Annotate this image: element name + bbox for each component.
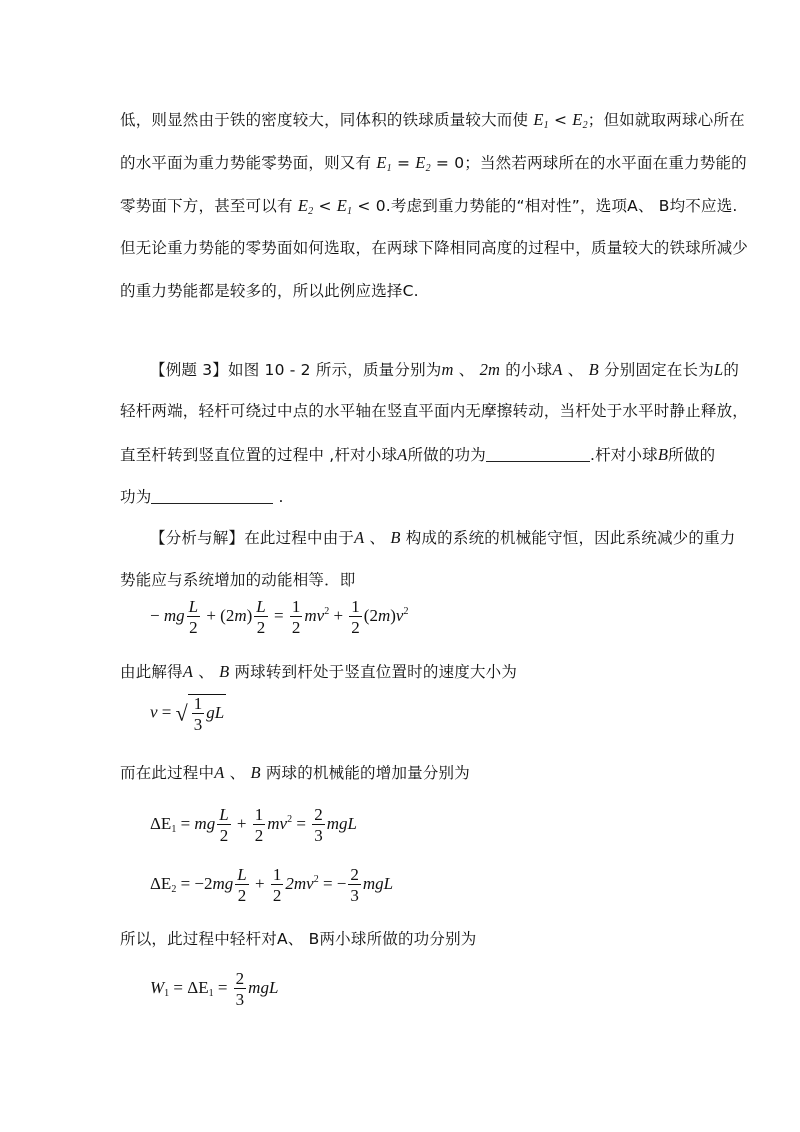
text: 0 bbox=[454, 154, 465, 172]
text: 零势面下方，甚至可以有 bbox=[120, 197, 298, 215]
math-B: B bbox=[250, 763, 261, 782]
paragraph1-line4: 但无论重力势能的零势面如何选取，在两球下降相同高度的过程中，质量较大的铁球所减少 bbox=[120, 239, 749, 257]
math-E1: $E_1$ bbox=[376, 153, 392, 174]
text: 低，则显然由于铁的密度较大，同体积的铁球质量较大而使 bbox=[120, 111, 534, 129]
text: ；但如就取两球心所在 bbox=[587, 111, 745, 129]
analysis-line5: 所以，此过程中轻杆对A、 B两小球所做的功分别为 bbox=[120, 930, 477, 948]
math-B: B bbox=[219, 662, 230, 681]
math-B: B bbox=[390, 528, 401, 547]
text: 的水平面为重力势能零势面，则又有 bbox=[120, 154, 377, 172]
equation-velocity: v = √ $\frac{1}{3}$ gL bbox=[150, 694, 225, 734]
example3-line3: 直至杆转到竖直位置的过程中 ,杆对小球A所做的功为 .杆对小球B所做的 bbox=[120, 445, 716, 464]
paragraph1-line2 bbox=[120, 155, 747, 174]
paragraph1-line3 bbox=[120, 198, 738, 217]
equation-delta-E2: $\Delta E_2 = -2mg$ $\frac{L}{2}$ + $\frac{1}{2}$ $2mv^2$ = − $\frac{2}{3}$ mgL bbox=[150, 865, 394, 905]
analysis-line1: 【分析与解】在此过程中由于A 、 B 构成的系统的机械能守恒，因此系统减少的重力 bbox=[150, 528, 736, 547]
example3-line1: 【例题 3】如图 10 - 2 所示，质量分别为m 、 2m 的小球A 、 B 分别固定在长为L的 bbox=[150, 360, 740, 379]
equation-energy-conservation: − mg $\frac{L}{2}$ + (2m) $\frac{L}{2}$ = $\frac{1}{2}$ $mv^2$ + $\frac{1}{2}$ $(2m)v^2$ bbox=[150, 597, 409, 637]
math-m: m bbox=[441, 360, 454, 379]
text: < bbox=[313, 197, 337, 215]
math-A: A bbox=[182, 662, 194, 681]
equation-delta-E1: $\Delta E_1$ = mg $\frac{L}{2}$ + $\frac{1}{2}$ $mv^2$ = $\frac{2}{3}$ mgL bbox=[150, 805, 357, 845]
math-L: L bbox=[713, 360, 724, 379]
math-E2: $E_2$ bbox=[415, 153, 431, 174]
text: < bbox=[548, 111, 573, 129]
answer-blank-A[interactable] bbox=[486, 447, 590, 462]
math-E1: $E_1$ bbox=[336, 196, 353, 217]
paragraph1-line5: 的重力势能都是较多的，所以此例应选择C. bbox=[120, 282, 419, 300]
text: < 0.考虑到重力势能的“相对性”，选项A、 B均不应选. bbox=[352, 197, 738, 215]
paragraph1-line1 bbox=[120, 112, 745, 131]
math-E2: $E_2$ bbox=[297, 196, 314, 217]
math-E1: $E_1$ bbox=[533, 110, 549, 131]
math-B: B bbox=[657, 445, 669, 464]
answer-blank-B[interactable] bbox=[151, 489, 273, 504]
analysis-line4: 而在此过程中A 、 B 两球的机械能的增加量分别为 bbox=[120, 763, 470, 782]
analysis-line2: 势能应与系统增加的动能相等．即 bbox=[120, 571, 356, 589]
text: = bbox=[430, 154, 455, 172]
equation-work-W1: $W_1 = \Delta E_1$ = $\frac{2}{3}$ mgL bbox=[150, 969, 279, 1009]
math-A: A bbox=[552, 360, 563, 379]
math-2m: 2m bbox=[479, 360, 501, 379]
math-E2: $E_2$ bbox=[572, 110, 588, 131]
text: = bbox=[391, 154, 416, 172]
analysis-line3: 由此解得A 、 B 两球转到杆处于竖直位置时的速度大小为 bbox=[120, 662, 518, 681]
math-B: B bbox=[588, 360, 599, 379]
math-A: A bbox=[354, 528, 365, 547]
text: ；当然若两球所在的水平面在重力势能的 bbox=[464, 154, 747, 172]
example3-line4: 功为 . bbox=[120, 488, 284, 506]
math-A: A bbox=[214, 763, 225, 782]
math-A: A bbox=[397, 445, 408, 464]
example3-line2: 轻杆两端，轻杆可绕过中点的水平轴在竖直平面内无摩擦转动，当杆处于水平时静止释放， bbox=[120, 402, 749, 420]
